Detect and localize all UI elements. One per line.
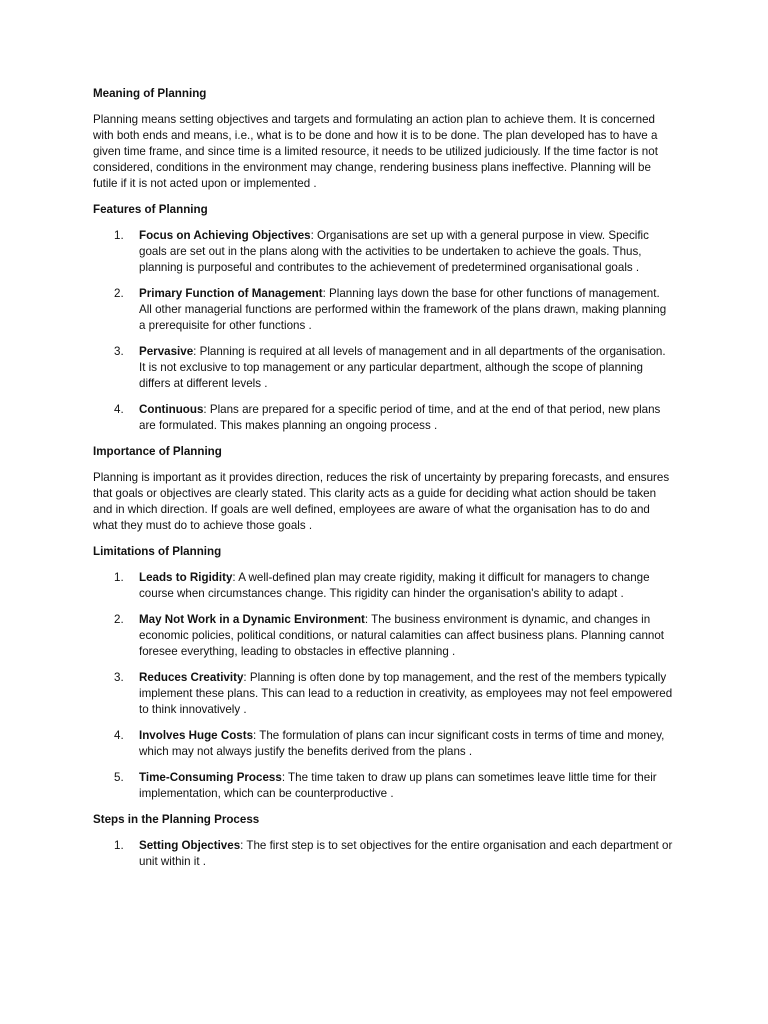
section-heading-limitations: Limitations of Planning: [93, 545, 222, 558]
list-term: Leads to Rigidity: [139, 571, 233, 584]
list-number: 2.: [114, 287, 124, 300]
list-text: : The business environment is dynamic, and changes in economic policies, political conditions, or natural calamities can affect business plans. Planning cannot foresee everything, leading to obstacles in effective planning .: [139, 613, 665, 658]
section-heading-features: Features of Planning: [93, 203, 208, 216]
list-term: Reduces Creativity: [139, 671, 244, 684]
list-item: [93, 670, 674, 718]
list-item: [93, 228, 674, 276]
limitations-list: [93, 570, 674, 802]
list-item: [93, 838, 674, 870]
list-number: 1.: [114, 839, 124, 852]
list-text: : Organisations are set up with a general purpose in view. Specific goals are set out in the plans along with the activities to be undertaken to achieve the goals. Thus, planning is purposeful and contributes to the achievement of predetermined organisational goals .: [139, 229, 649, 274]
list-text: : The first step is to set objectives for the entire organisation and each department or unit within it .: [139, 839, 673, 868]
list-term: Primary Function of Management: [139, 287, 323, 300]
section-heading-steps: Steps in the Planning Process: [93, 813, 260, 826]
list-item: [93, 728, 674, 760]
list-item: [93, 286, 674, 334]
list-term: Pervasive: [139, 345, 194, 358]
list-item: [93, 612, 674, 660]
importance-paragraph: Planning is important as it provides direction, reduces the risk of uncertainty by preparing forecasts, and ensures that goals or objectives are clearly stated. This clarity acts as a guide for deciding what action should be taken and in which direction. If goals are well defined, employees are aware of what the organisation has to do and what they must do to achieve those goals .: [93, 471, 670, 532]
list-text: : Planning is required at all levels of management and in all departments of the organisation. It is not exclusive to top management or any particular department, although the scope of planning differs at different levels .: [139, 345, 666, 390]
list-item: [93, 344, 674, 392]
list-number: 1.: [114, 229, 124, 242]
section-heading-importance: Importance of Planning: [93, 445, 222, 458]
importance-section: [93, 444, 674, 534]
limitations-section: [93, 544, 674, 802]
meaning-section: [93, 86, 674, 192]
list-term: May Not Work in a Dynamic Environment: [139, 613, 365, 626]
list-item: [93, 402, 674, 434]
list-term: Involves Huge Costs: [139, 729, 254, 742]
list-term: Time-Consuming Process: [139, 771, 282, 784]
features-list: [93, 228, 674, 434]
list-number: 3.: [114, 345, 124, 358]
list-number: 3.: [114, 671, 124, 684]
list-item: [93, 570, 674, 602]
list-text: : Plans are prepared for a specific period of time, and at the end of that period, new plans are formulated. This makes planning an ongoing process .: [139, 403, 661, 432]
list-text: : Planning lays down the base for other functions of management. All other managerial functions are performed within the framework of the plans drawn, making planning a prerequisite for other functions .: [139, 287, 667, 332]
list-term: Focus on Achieving Objectives: [139, 229, 311, 242]
list-text: : A well-defined plan may create rigidity, making it difficult for managers to change course when circumstances change. This rigidity can hinder the organisation's ability to adapt .: [139, 571, 650, 600]
list-number: 1.: [114, 571, 124, 584]
list-number: 5.: [114, 771, 124, 784]
list-term: Setting Objectives: [139, 839, 241, 852]
list-text: : The formulation of plans can incur significant costs in terms of time and money, which may not always justify the benefits derived from the plans .: [139, 729, 665, 758]
list-term: Continuous: [139, 403, 204, 416]
steps-section: [93, 812, 674, 870]
list-number: 4.: [114, 729, 124, 742]
meaning-paragraph: Planning means setting objectives and targets and formulating an action plan to achieve them. It is concerned with both ends and means, i.e., what is to be done and how it is to be done. The plan developed has to have a given time frame, and since time is a limited resource, it needs to be utilized judiciously. If the time factor is not considered, conditions in the environment may change, rendering business plans ineffective. Planning will be futile if it is not acted upon or implemented .: [93, 113, 658, 190]
list-item: [93, 770, 674, 802]
list-text: : Planning is often done by top management, and the rest of the members typically implement these plans. This can lead to a reduction in creativity, as employees may not feel empowered to think innovatively .: [139, 671, 673, 716]
list-text: : The time taken to draw up plans can sometimes leave little time for their implementation, which can be counterproductive .: [139, 771, 657, 800]
steps-list: [93, 838, 674, 870]
features-section: [93, 202, 674, 434]
list-number: 2.: [114, 613, 124, 626]
section-heading-meaning: Meaning of Planning: [93, 87, 207, 100]
list-number: 4.: [114, 403, 124, 416]
